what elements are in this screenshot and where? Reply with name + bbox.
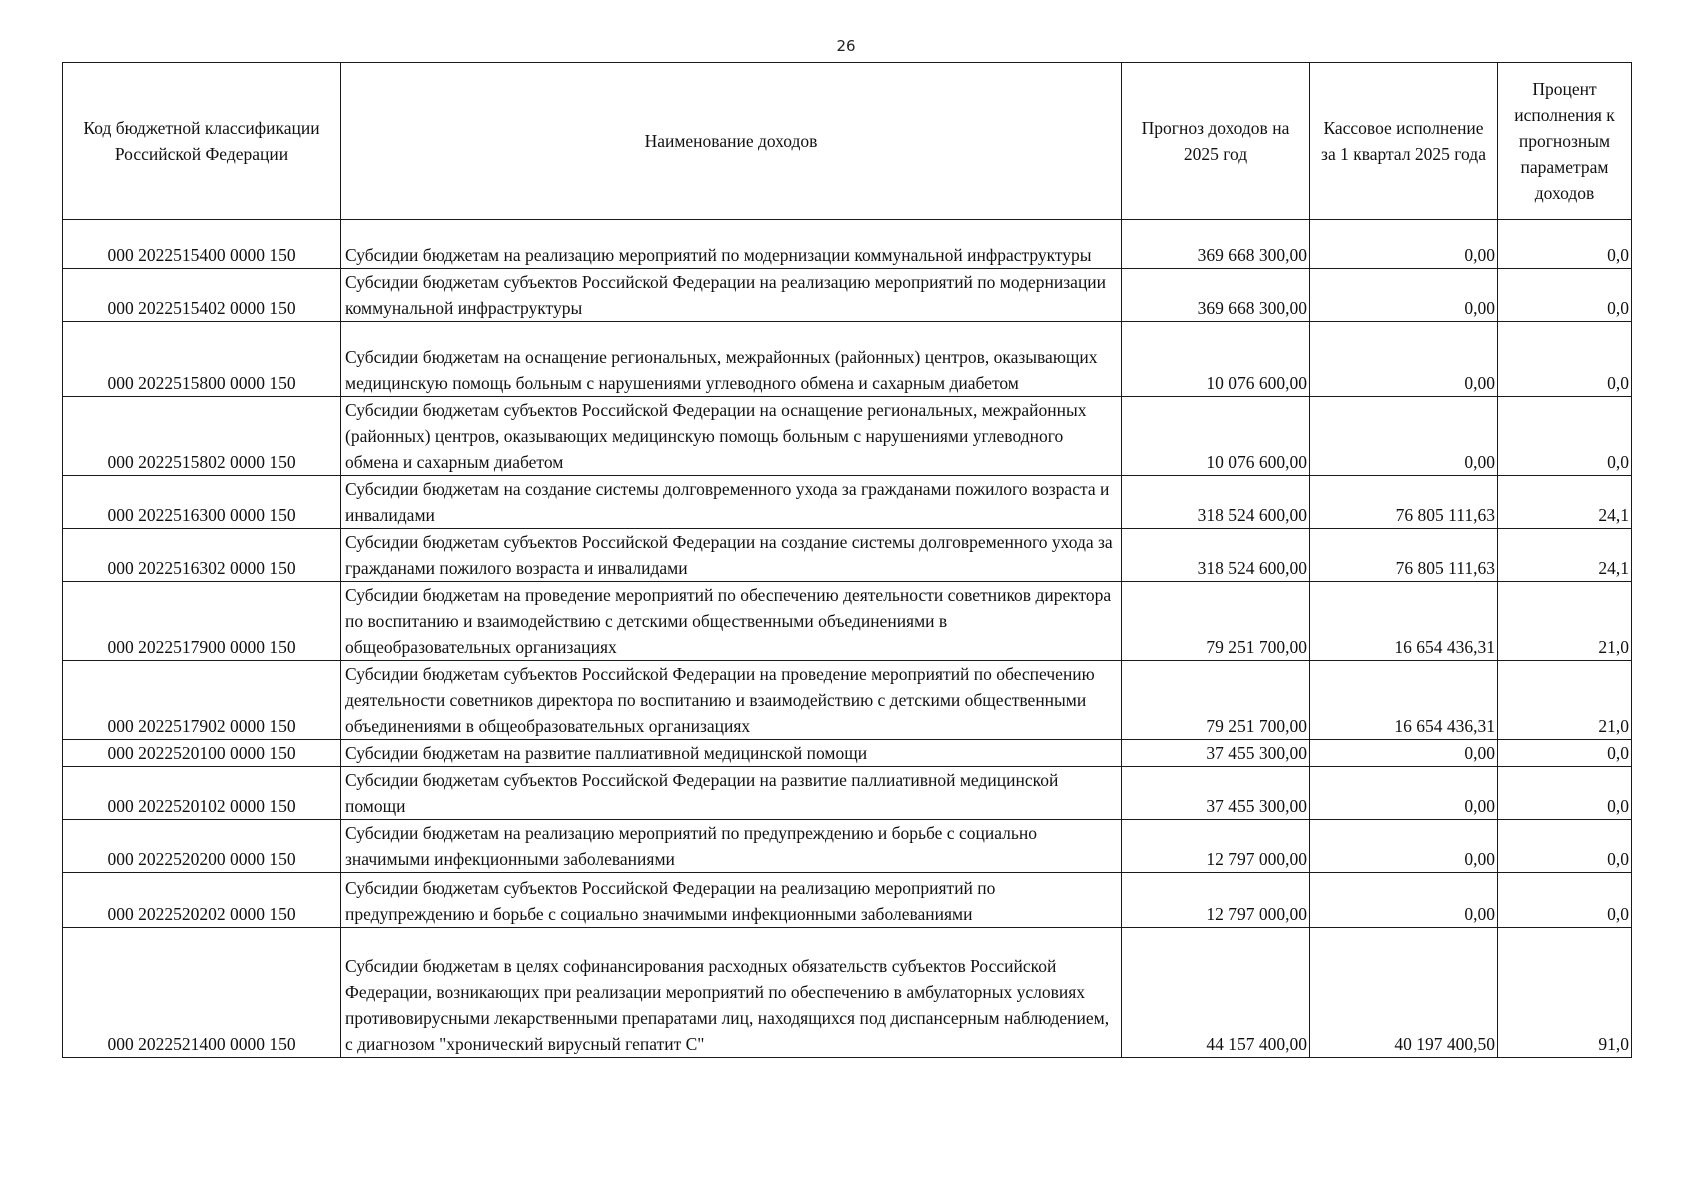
row-percent: 0,0 — [1498, 873, 1632, 928]
table-header — [63, 63, 1632, 220]
row-plan: 318 524 600,00 — [1122, 476, 1310, 529]
table-row — [63, 820, 1632, 873]
row-name: Субсидии бюджетам на оснащение региональных, межрайонных (районных) центров, оказывающих медицинскую помощь больным с нарушениями углеводного обмена и сахарным диабетом — [341, 322, 1122, 397]
row-percent: 0,0 — [1498, 767, 1632, 820]
row-name: Субсидии бюджетам на развитие паллиативной медицинской помощи — [341, 740, 1122, 767]
table-row — [63, 873, 1632, 928]
row-name: Субсидии бюджетам субъектов Российской Федерации на оснащение региональных, межрайонных (районных) центров, оказывающих медицинскую помощь больным с нарушениями углеводного обмена и сахарным диабетом — [341, 397, 1122, 476]
row-percent: 21,0 — [1498, 661, 1632, 740]
row-plan: 79 251 700,00 — [1122, 582, 1310, 661]
row-name: Субсидии бюджетам субъектов Российской Федерации на развитие паллиативной медицинской помощи — [341, 767, 1122, 820]
row-code: 000 2022516300 0000 150 — [63, 476, 341, 529]
row-execution: 40 197 400,50 — [1310, 928, 1498, 1058]
table-row — [63, 322, 1632, 397]
row-plan: 79 251 700,00 — [1122, 661, 1310, 740]
row-plan: 12 797 000,00 — [1122, 820, 1310, 873]
row-execution: 0,00 — [1310, 322, 1498, 397]
row-percent: 91,0 — [1498, 928, 1632, 1058]
row-execution: 76 805 111,63 — [1310, 476, 1498, 529]
row-percent: 21,0 — [1498, 582, 1632, 661]
table-row — [63, 928, 1632, 1058]
row-code: 000 2022515400 0000 150 — [63, 220, 341, 269]
row-percent: 24,1 — [1498, 529, 1632, 582]
table-row — [63, 269, 1632, 322]
row-percent: 0,0 — [1498, 220, 1632, 269]
row-name: Субсидии бюджетам на проведение мероприятий по обеспечению деятельности советников директора по воспитанию и взаимодействию с детскими общественными объединениями в общеобразовательных организациях — [341, 582, 1122, 661]
row-code: 000 2022516302 0000 150 — [63, 529, 341, 582]
table-row — [63, 740, 1632, 767]
row-code: 000 2022517900 0000 150 — [63, 582, 341, 661]
row-code: 000 2022517902 0000 150 — [63, 661, 341, 740]
row-name: Субсидии бюджетам на создание системы долговременного ухода за гражданами пожилого возраста и инвалидами — [341, 476, 1122, 529]
header-percent: Процент исполнения к прогнозным параметрам доходов — [1498, 63, 1632, 220]
row-execution: 0,00 — [1310, 397, 1498, 476]
row-code: 000 2022521400 0000 150 — [63, 928, 341, 1058]
revenue-table — [62, 62, 1632, 1058]
table-row — [63, 582, 1632, 661]
table-row — [63, 529, 1632, 582]
row-percent: 24,1 — [1498, 476, 1632, 529]
table-row — [63, 661, 1632, 740]
row-name: Субсидии бюджетам в целях софинансирования расходных обязательств субъектов Российской Федерации, возникающих при реализации мероприятий по обеспечению в амбулаторных условиях противовирусными лекарственными препаратами лиц, находящихся под диспансерным наблюдением, с диагнозом "хронический вирусный гепатит С" — [341, 928, 1122, 1058]
row-name: Субсидии бюджетам субъектов Российской Федерации на реализацию мероприятий по модернизации коммунальной инфраструктуры — [341, 269, 1122, 322]
row-plan: 318 524 600,00 — [1122, 529, 1310, 582]
row-percent: 0,0 — [1498, 820, 1632, 873]
row-execution: 76 805 111,63 — [1310, 529, 1498, 582]
row-name: Субсидии бюджетам субъектов Российской Федерации на реализацию мероприятий по предупреждению и борьбе с социально значимыми инфекционными заболеваниями — [341, 873, 1122, 928]
table-row — [63, 767, 1632, 820]
row-plan: 369 668 300,00 — [1122, 220, 1310, 269]
row-percent: 0,0 — [1498, 740, 1632, 767]
header-name: Наименование доходов — [341, 63, 1122, 220]
row-plan: 44 157 400,00 — [1122, 928, 1310, 1058]
row-code: 000 2022520102 0000 150 — [63, 767, 341, 820]
row-name: Субсидии бюджетам субъектов Российской Федерации на создание системы долговременного ухода за гражданами пожилого возраста и инвалидами — [341, 529, 1122, 582]
header-execution: Кассовое исполнение за 1 квартал 2025 года — [1310, 63, 1498, 220]
row-code: 000 2022515800 0000 150 — [63, 322, 341, 397]
row-plan: 37 455 300,00 — [1122, 767, 1310, 820]
row-code: 000 2022515402 0000 150 — [63, 269, 341, 322]
row-name: Субсидии бюджетам на реализацию мероприятий по предупреждению и борьбе с социально значимыми инфекционными заболеваниями — [341, 820, 1122, 873]
row-execution: 0,00 — [1310, 820, 1498, 873]
row-plan: 12 797 000,00 — [1122, 873, 1310, 928]
table-row — [63, 397, 1632, 476]
row-code: 000 2022520200 0000 150 — [63, 820, 341, 873]
header-code: Код бюджетной классификации Российской Федерации — [63, 63, 341, 220]
table-row — [63, 476, 1632, 529]
row-percent: 0,0 — [1498, 322, 1632, 397]
row-execution: 0,00 — [1310, 269, 1498, 322]
row-code: 000 2022515802 0000 150 — [63, 397, 341, 476]
row-execution: 0,00 — [1310, 740, 1498, 767]
row-code: 000 2022520202 0000 150 — [63, 873, 341, 928]
row-plan: 10 076 600,00 — [1122, 397, 1310, 476]
row-percent: 0,0 — [1498, 269, 1632, 322]
row-execution: 0,00 — [1310, 873, 1498, 928]
row-name: Субсидии бюджетам субъектов Российской Федерации на проведение мероприятий по обеспечению деятельности советников директора по воспитанию и взаимодействию с детскими общественными объединениями в общеобразовательных организациях — [341, 661, 1122, 740]
row-execution: 0,00 — [1310, 220, 1498, 269]
row-plan: 369 668 300,00 — [1122, 269, 1310, 322]
row-plan: 37 455 300,00 — [1122, 740, 1310, 767]
row-execution: 16 654 436,31 — [1310, 661, 1498, 740]
row-execution: 0,00 — [1310, 767, 1498, 820]
row-execution: 16 654 436,31 — [1310, 582, 1498, 661]
row-name: Субсидии бюджетам на реализацию мероприятий по модернизации коммунальной инфраструктуры — [341, 220, 1122, 269]
table-row — [63, 220, 1632, 269]
page-number: 26 — [836, 37, 856, 55]
table-body — [63, 220, 1632, 1058]
row-percent: 0,0 — [1498, 397, 1632, 476]
row-plan: 10 076 600,00 — [1122, 322, 1310, 397]
header-plan: Прогноз доходов на 2025 год — [1122, 63, 1310, 220]
row-code: 000 2022520100 0000 150 — [63, 740, 341, 767]
